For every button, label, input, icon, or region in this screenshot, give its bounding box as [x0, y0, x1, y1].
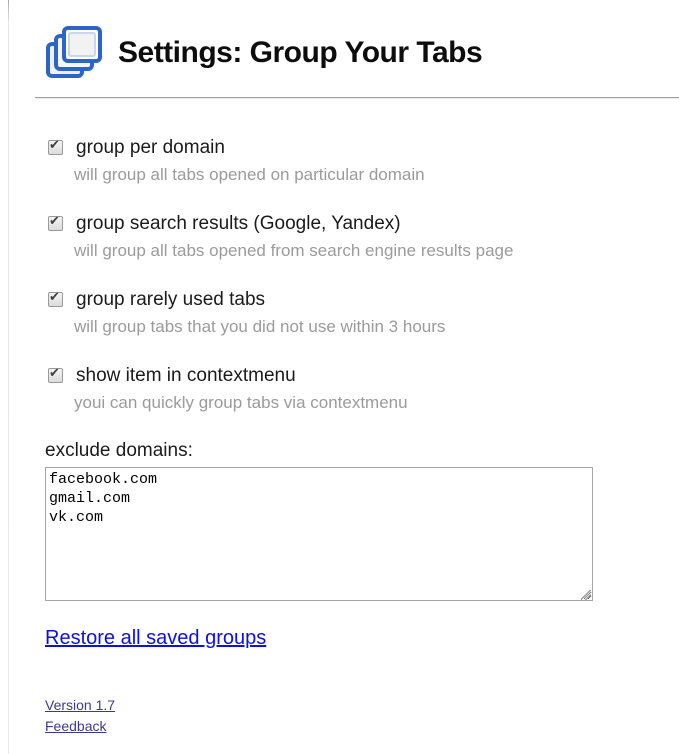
- contextmenu-item-checkbox[interactable]: [48, 368, 63, 383]
- group-search-results-checkbox[interactable]: [48, 216, 63, 231]
- exclude-domains-textarea[interactable]: [45, 467, 593, 601]
- setting-description: youi can quickly group tabs via contextmenu: [74, 393, 408, 412]
- setting-row-group-per-domain: [45, 136, 679, 186]
- page-header: [45, 22, 679, 84]
- window-left-edge: [8, 0, 9, 754]
- settings-list: [45, 136, 679, 414]
- setting-description: will group all tabs opened on particular domain: [74, 165, 425, 184]
- restore-saved-groups-link[interactable]: Restore all saved groups: [45, 627, 267, 649]
- setting-description: will group tabs that you did not use within 3 hours: [74, 317, 446, 336]
- page-title: Settings: Group Your Tabs: [118, 36, 483, 69]
- version-link[interactable]: Version 1.7: [45, 697, 116, 713]
- setting-label[interactable]: group search results (Google, Yandex): [76, 213, 401, 234]
- exclude-domains-label: exclude domains:: [45, 440, 193, 461]
- setting-row-group-search-results: [45, 212, 679, 262]
- group-rarely-used-checkbox[interactable]: [48, 292, 63, 307]
- setting-label[interactable]: group rarely used tabs: [76, 289, 266, 310]
- page-footer: [45, 695, 679, 737]
- setting-label[interactable]: show item in contextmenu: [76, 365, 296, 386]
- setting-row-contextmenu-item: [45, 364, 679, 414]
- group-per-domain-checkbox[interactable]: [48, 140, 63, 155]
- setting-label[interactable]: group per domain: [76, 137, 225, 158]
- setting-row-group-rarely-used: [45, 288, 679, 338]
- header-divider: [35, 97, 679, 99]
- exclude-domains-section: [45, 440, 679, 606]
- setting-description: will group all tabs opened from search engine results page: [74, 241, 514, 260]
- stacked-tabs-icon: [45, 25, 103, 81]
- feedback-link[interactable]: Feedback: [45, 718, 107, 734]
